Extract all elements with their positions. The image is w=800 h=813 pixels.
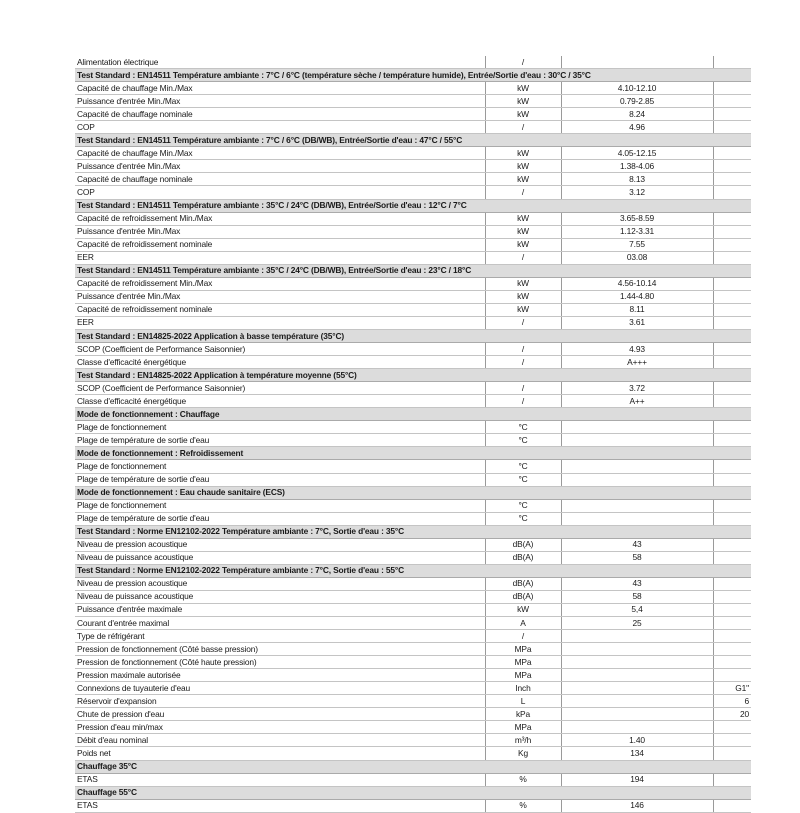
- spec-label: Plage de fonctionnement: [75, 499, 485, 512]
- spec-unit: Inch: [485, 682, 561, 695]
- spec-label: Plage de fonctionnement: [75, 421, 485, 434]
- section-header: Chauffage 35°C: [75, 760, 751, 773]
- spec-label: Chute de pression d'eau: [75, 708, 485, 721]
- spec-value: 3.61: [561, 316, 713, 329]
- spec-unit: °C: [485, 512, 561, 525]
- spec-value: [561, 473, 713, 486]
- spec-label: EER: [75, 251, 485, 264]
- spec-value: [561, 682, 713, 695]
- section-header: Test Standard : EN14825-2022 Application à basse température (35°C): [75, 329, 751, 342]
- spec-extra-value: [713, 121, 751, 134]
- section-header-row: [75, 199, 751, 212]
- spec-unit: %: [485, 773, 561, 786]
- section-header-row: [75, 329, 751, 342]
- spec-row: [75, 460, 751, 473]
- spec-extra-value: [713, 251, 751, 264]
- spec-value: 58: [561, 590, 713, 603]
- spec-extra-value: [713, 603, 751, 616]
- spec-value: 1.44-4.80: [561, 290, 713, 303]
- spec-extra-value: [713, 434, 751, 447]
- spec-extra-value: [713, 799, 751, 812]
- spec-row: [75, 603, 751, 616]
- spec-row: [75, 473, 751, 486]
- spec-row: [75, 682, 751, 695]
- spec-label: EER: [75, 316, 485, 329]
- spec-row: [75, 708, 751, 721]
- spec-extra-value: [713, 669, 751, 682]
- spec-unit: kW: [485, 603, 561, 616]
- spec-value: 25: [561, 617, 713, 630]
- spec-value: 8.13: [561, 173, 713, 186]
- spec-row: [75, 95, 751, 108]
- section-header-row: [75, 134, 751, 147]
- spec-row: [75, 147, 751, 160]
- spec-unit: L: [485, 695, 561, 708]
- spec-row: [75, 303, 751, 316]
- spec-extra-value: [713, 421, 751, 434]
- spec-extra-value: [713, 473, 751, 486]
- spec-row: [75, 173, 751, 186]
- spec-row: [75, 277, 751, 290]
- spec-extra-value: [713, 212, 751, 225]
- spec-label: SCOP (Coefficient de Performance Saisonnier): [75, 343, 485, 356]
- spec-row: [75, 721, 751, 734]
- spec-label: Pression de fonctionnement (Côté basse pression): [75, 643, 485, 656]
- spec-unit: /: [485, 630, 561, 643]
- spec-value: 1.12-3.31: [561, 225, 713, 238]
- spec-unit: /: [485, 356, 561, 369]
- spec-unit: /: [485, 251, 561, 264]
- spec-unit: A: [485, 617, 561, 630]
- spec-unit: MPa: [485, 669, 561, 682]
- spec-value: 4.93: [561, 343, 713, 356]
- spec-extra-value: [713, 356, 751, 369]
- spec-row: [75, 82, 751, 95]
- spec-label: Capacité de chauffage Min./Max: [75, 147, 485, 160]
- spec-unit: m³/h: [485, 734, 561, 747]
- spec-unit: /: [485, 343, 561, 356]
- spec-row: [75, 577, 751, 590]
- section-header-row: [75, 408, 751, 421]
- section-header: Test Standard : EN14511 Température ambiante : 35°C / 24°C (DB/WB), Entrée/Sortie d'eau : 23°C / 18°C: [75, 264, 751, 277]
- spec-extra-value: [713, 773, 751, 786]
- spec-label: COP: [75, 121, 485, 134]
- spec-sheet: [75, 56, 751, 813]
- spec-unit: kW: [485, 108, 561, 121]
- spec-label: Capacité de refroidissement Min./Max: [75, 212, 485, 225]
- spec-extra-value: [713, 577, 751, 590]
- spec-label: Pression d'eau min/max: [75, 721, 485, 734]
- spec-extra-value: [713, 303, 751, 316]
- spec-unit: dB(A): [485, 551, 561, 564]
- spec-extra-value: [713, 147, 751, 160]
- spec-unit: MPa: [485, 656, 561, 669]
- section-header-row: [75, 486, 751, 499]
- section-header-row: [75, 447, 751, 460]
- spec-value: [561, 434, 713, 447]
- spec-label: ETAS: [75, 799, 485, 812]
- spec-unit: °C: [485, 434, 561, 447]
- section-header: Mode de fonctionnement : Chauffage: [75, 408, 751, 421]
- spec-value: [561, 460, 713, 473]
- spec-extra-value: [713, 343, 751, 356]
- spec-row: [75, 630, 751, 643]
- spec-label: Niveau de pression acoustique: [75, 577, 485, 590]
- spec-extra-value: [713, 656, 751, 669]
- spec-extra-value: [713, 95, 751, 108]
- spec-row: [75, 669, 751, 682]
- spec-row: [75, 186, 751, 199]
- spec-extra-value: [713, 290, 751, 303]
- spec-table-body: [75, 56, 751, 812]
- spec-label: Type de réfrigérant: [75, 630, 485, 643]
- spec-label: Pression maximale autorisée: [75, 669, 485, 682]
- spec-unit: °C: [485, 421, 561, 434]
- spec-extra-value: [713, 382, 751, 395]
- spec-value: [561, 721, 713, 734]
- section-header: Test Standard : Norme EN12102-2022 Température ambiante : 7°C, Sortie d'eau : 35°C: [75, 525, 751, 538]
- spec-extra-value: [713, 225, 751, 238]
- spec-label: Plage de température de sortie d'eau: [75, 512, 485, 525]
- spec-label: Débit d'eau nominal: [75, 734, 485, 747]
- spec-unit: kW: [485, 277, 561, 290]
- spec-unit: kW: [485, 290, 561, 303]
- spec-extra-value: [713, 395, 751, 408]
- section-header-row: [75, 786, 751, 799]
- spec-value: 1.38-4.06: [561, 160, 713, 173]
- spec-unit: /: [485, 316, 561, 329]
- spec-extra-value: [713, 747, 751, 760]
- spec-extra-value: [713, 590, 751, 603]
- spec-row: [75, 773, 751, 786]
- spec-unit: kW: [485, 82, 561, 95]
- spec-value: 8.24: [561, 108, 713, 121]
- spec-label: Poids net: [75, 747, 485, 760]
- spec-row: [75, 434, 751, 447]
- spec-value: 3.65-8.59: [561, 212, 713, 225]
- spec-row: [75, 212, 751, 225]
- section-header: Mode de fonctionnement : Eau chaude sanitaire (ECS): [75, 486, 751, 499]
- spec-row: [75, 734, 751, 747]
- spec-value: 134: [561, 747, 713, 760]
- spec-label: Plage de fonctionnement: [75, 460, 485, 473]
- spec-extra-value: [713, 82, 751, 95]
- spec-value: [561, 708, 713, 721]
- spec-value: 4.56-10.14: [561, 277, 713, 290]
- spec-unit: kW: [485, 238, 561, 251]
- spec-unit: kW: [485, 303, 561, 316]
- spec-label: Puissance d'entrée Min./Max: [75, 95, 485, 108]
- spec-value: 03.08: [561, 251, 713, 264]
- spec-row: [75, 225, 751, 238]
- spec-row: [75, 108, 751, 121]
- section-header: Test Standard : EN14511 Température ambiante : 7°C / 6°C (DB/WB), Entrée/Sortie d'eau : 47°C / 55°C: [75, 134, 751, 147]
- spec-value: [561, 643, 713, 656]
- spec-row: [75, 538, 751, 551]
- spec-label: Plage de température de sortie d'eau: [75, 473, 485, 486]
- spec-label: SCOP (Coefficient de Performance Saisonnier): [75, 382, 485, 395]
- spec-label: Connexions de tuyauterie d'eau: [75, 682, 485, 695]
- section-header: Test Standard : EN14511 Température ambiante : 7°C / 6°C (température sèche / température humide), Entrée/Sortie d'eau : 30°C / 35°C: [75, 69, 751, 82]
- spec-label: Alimentation électrique: [75, 56, 485, 69]
- spec-unit: kW: [485, 212, 561, 225]
- spec-extra-value: 6: [713, 695, 751, 708]
- spec-unit: dB(A): [485, 577, 561, 590]
- spec-row: [75, 799, 751, 812]
- spec-value: [561, 656, 713, 669]
- spec-label: Plage de température de sortie d'eau: [75, 434, 485, 447]
- spec-extra-value: [713, 186, 751, 199]
- spec-row: [75, 747, 751, 760]
- spec-row: [75, 499, 751, 512]
- spec-extra-value: G1": [713, 682, 751, 695]
- spec-unit: /: [485, 121, 561, 134]
- spec-unit: MPa: [485, 643, 561, 656]
- spec-row: [75, 695, 751, 708]
- spec-unit: kW: [485, 147, 561, 160]
- spec-value: 4.96: [561, 121, 713, 134]
- spec-unit: dB(A): [485, 590, 561, 603]
- spec-value: 4.10-12.10: [561, 82, 713, 95]
- spec-row: [75, 512, 751, 525]
- spec-label: Niveau de pression acoustique: [75, 538, 485, 551]
- spec-row: [75, 421, 751, 434]
- spec-label: Capacité de chauffage Min./Max: [75, 82, 485, 95]
- spec-unit: /: [485, 382, 561, 395]
- spec-label: Capacité de chauffage nominale: [75, 108, 485, 121]
- spec-label: Classe d'efficacité énergétique: [75, 356, 485, 369]
- spec-unit: kW: [485, 225, 561, 238]
- spec-row: [75, 395, 751, 408]
- spec-row: [75, 656, 751, 669]
- spec-extra-value: [713, 630, 751, 643]
- spec-table: [75, 56, 751, 813]
- spec-value: 3.72: [561, 382, 713, 395]
- spec-value: [561, 630, 713, 643]
- spec-extra-value: [713, 238, 751, 251]
- spec-unit: %: [485, 799, 561, 812]
- spec-label: COP: [75, 186, 485, 199]
- spec-label: Capacité de chauffage nominale: [75, 173, 485, 186]
- section-header: Test Standard : EN14511 Température ambiante : 35°C / 24°C (DB/WB), Entrée/Sortie d'eau : 12°C / 7°C: [75, 199, 751, 212]
- spec-label: Réservoir d'expansion: [75, 695, 485, 708]
- spec-row: [75, 251, 751, 264]
- spec-row: [75, 56, 751, 69]
- spec-unit: /: [485, 186, 561, 199]
- spec-label: Classe d'efficacité énergétique: [75, 395, 485, 408]
- spec-value: 58: [561, 551, 713, 564]
- spec-label: Niveau de puissance acoustique: [75, 551, 485, 564]
- spec-extra-value: [713, 160, 751, 173]
- spec-extra-value: [713, 643, 751, 656]
- spec-extra-value: [713, 108, 751, 121]
- spec-extra-value: [713, 551, 751, 564]
- spec-value: 4.05-12.15: [561, 147, 713, 160]
- section-header-row: [75, 69, 751, 82]
- spec-value: [561, 499, 713, 512]
- spec-label: Courant d'entrée maximal: [75, 617, 485, 630]
- spec-extra-value: [713, 56, 751, 69]
- spec-unit: MPa: [485, 721, 561, 734]
- spec-extra-value: [713, 277, 751, 290]
- spec-unit: dB(A): [485, 538, 561, 551]
- spec-unit: °C: [485, 460, 561, 473]
- spec-value: 194: [561, 773, 713, 786]
- spec-extra-value: 20: [713, 708, 751, 721]
- spec-extra-value: [713, 721, 751, 734]
- spec-unit: /: [485, 395, 561, 408]
- section-header-row: [75, 760, 751, 773]
- spec-unit: Kg: [485, 747, 561, 760]
- spec-row: [75, 343, 751, 356]
- spec-extra-value: [713, 460, 751, 473]
- spec-unit: °C: [485, 499, 561, 512]
- spec-value: [561, 421, 713, 434]
- spec-label: Puissance d'entrée Min./Max: [75, 225, 485, 238]
- spec-unit: kW: [485, 160, 561, 173]
- spec-value: [561, 669, 713, 682]
- spec-row: [75, 590, 751, 603]
- spec-row: [75, 316, 751, 329]
- spec-label: Puissance d'entrée maximale: [75, 603, 485, 616]
- section-header-row: [75, 564, 751, 577]
- spec-extra-value: [713, 734, 751, 747]
- section-header-row: [75, 369, 751, 382]
- spec-value: 1.40: [561, 734, 713, 747]
- spec-extra-value: [713, 499, 751, 512]
- spec-unit: kW: [485, 173, 561, 186]
- spec-row: [75, 617, 751, 630]
- spec-value: [561, 56, 713, 69]
- spec-unit: /: [485, 56, 561, 69]
- spec-value: 5,4: [561, 603, 713, 616]
- section-header-row: [75, 525, 751, 538]
- spec-row: [75, 643, 751, 656]
- spec-row: [75, 551, 751, 564]
- spec-label: Niveau de puissance acoustique: [75, 590, 485, 603]
- spec-row: [75, 290, 751, 303]
- spec-label: Puissance d'entrée Min./Max: [75, 290, 485, 303]
- spec-label: Pression de fonctionnement (Côté haute pression): [75, 656, 485, 669]
- spec-row: [75, 382, 751, 395]
- spec-value: A++: [561, 395, 713, 408]
- spec-unit: kW: [485, 95, 561, 108]
- section-header: Chauffage 55°C: [75, 786, 751, 799]
- spec-value: 43: [561, 538, 713, 551]
- spec-extra-value: [713, 173, 751, 186]
- spec-extra-value: [713, 617, 751, 630]
- spec-label: ETAS: [75, 773, 485, 786]
- spec-row: [75, 121, 751, 134]
- spec-unit: °C: [485, 473, 561, 486]
- spec-label: Capacité de refroidissement nominale: [75, 238, 485, 251]
- section-header: Mode de fonctionnement : Refroidissement: [75, 447, 751, 460]
- spec-extra-value: [713, 512, 751, 525]
- section-header: Test Standard : EN14825-2022 Application à température moyenne (55°C): [75, 369, 751, 382]
- spec-extra-value: [713, 316, 751, 329]
- spec-value: [561, 695, 713, 708]
- spec-value: A+++: [561, 356, 713, 369]
- spec-label: Capacité de refroidissement nominale: [75, 303, 485, 316]
- spec-value: 7.55: [561, 238, 713, 251]
- spec-row: [75, 160, 751, 173]
- spec-label: Capacité de refroidissement Min./Max: [75, 277, 485, 290]
- spec-value: 0.79-2.85: [561, 95, 713, 108]
- spec-label: Puissance d'entrée Min./Max: [75, 160, 485, 173]
- spec-row: [75, 356, 751, 369]
- spec-value: 3.12: [561, 186, 713, 199]
- section-header: Test Standard : Norme EN12102-2022 Température ambiante : 7°C, Sortie d'eau : 55°C: [75, 564, 751, 577]
- spec-extra-value: [713, 538, 751, 551]
- spec-value: 43: [561, 577, 713, 590]
- spec-row: [75, 238, 751, 251]
- section-header-row: [75, 264, 751, 277]
- spec-value: 8.11: [561, 303, 713, 316]
- spec-unit: kPa: [485, 708, 561, 721]
- spec-value: [561, 512, 713, 525]
- spec-value: 146: [561, 799, 713, 812]
